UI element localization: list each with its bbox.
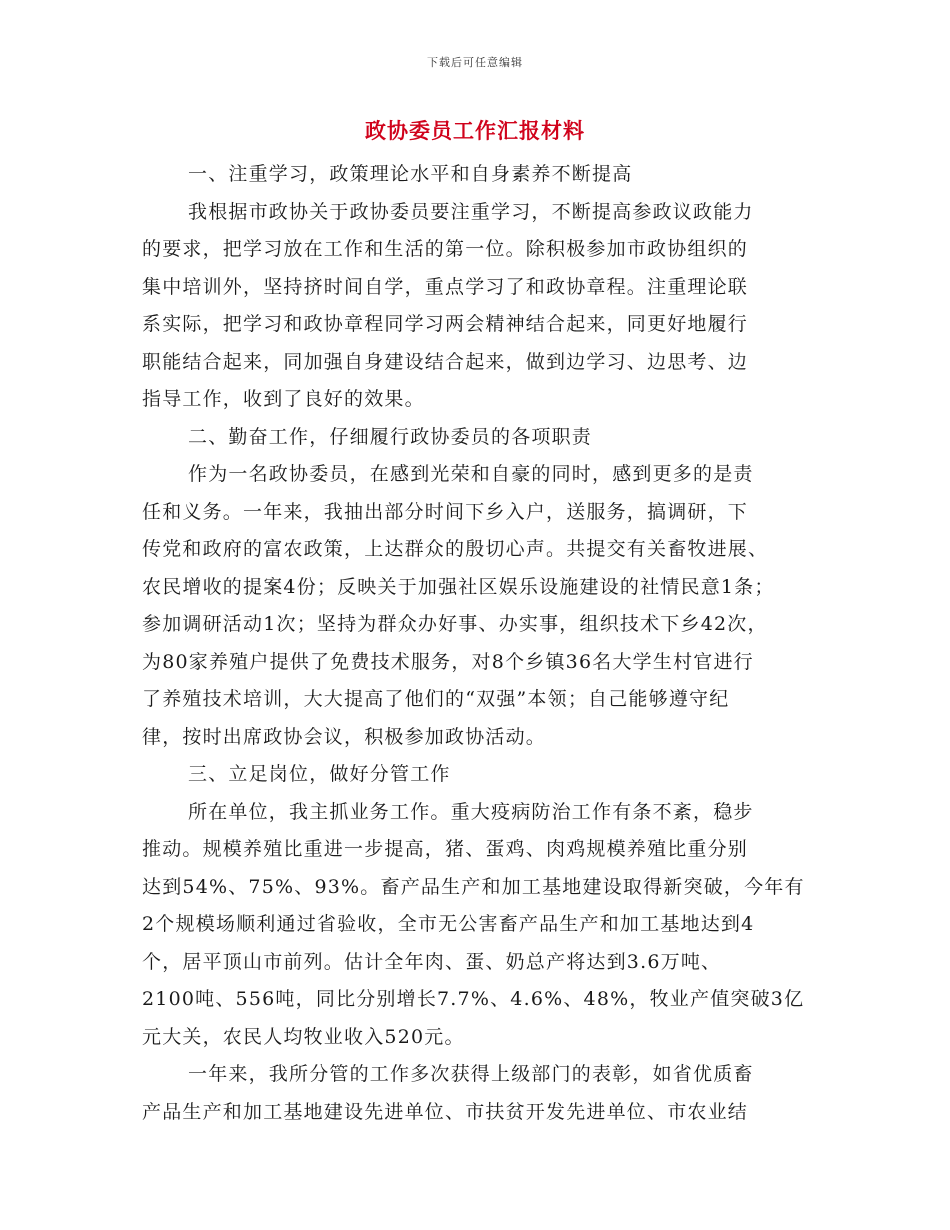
paragraph-line: 参加调研活动1次；坚持为群众办好事、办实事，组织技术下乡42次， — [142, 613, 768, 635]
paragraph-line: 为80家养殖户提供了免费技术服务，对8个乡镇36名大学生村官进行 — [142, 650, 754, 673]
paragraph-line: 农民增收的提案4份；反映关于加强社区娱乐设施建设的社情民意1条； — [142, 575, 775, 598]
section-heading-2: 二、勤奋工作，仔细履行政协委员的各项职责 — [188, 425, 593, 448]
paragraph-line: 所在单位，我主抓业务工作。重大疫病防治工作有条不紊，稳步 — [188, 800, 754, 823]
section-heading-1: 一、注重学习，政策理论水平和自身素养不断提高 — [188, 163, 633, 185]
paragraph-line: 集中培训外，坚持挤时间自学，重点学习了和政协章程。注重理论联 — [142, 275, 749, 298]
paragraph-line: 指导工作，收到了良好的效果。 — [142, 388, 425, 410]
header-note: 下载后可任意编辑 — [427, 56, 523, 69]
paragraph-line: 律，按时出席政协会议，积极参加政协活动。 — [142, 725, 547, 748]
document-title: 政协委员工作汇报材料 — [365, 118, 585, 143]
paragraph-line: 产品生产和加工基地建设先进单位、市扶贫开发先进单位、市农业结 — [142, 1100, 749, 1123]
paragraph-line: 职能结合起来，同加强自身建设结合起来，做到边学习、边思考、边 — [142, 350, 749, 373]
paragraph-line: 2个规模场顺利通过省验收，全市无公害畜产品生产和加工基地达到4 — [142, 913, 755, 935]
paragraph-line: 了养殖技术培训，大大提高了他们的“双强”本领；自己能够遵守纪 — [142, 688, 730, 710]
paragraph-line: 一年来，我所分管的工作多次获得上级部门的表彰，如省优质畜 — [188, 1063, 754, 1085]
paragraph-line: 2100吨、556吨，同比分别增长7.7%、4.6%、48%，牧业产值突破3亿 — [142, 988, 805, 1010]
paragraph-line: 作为一名政协委员，在感到光荣和自豪的同时，感到更多的是责 — [188, 463, 754, 485]
paragraph-line: 我根据市政协关于政协委员要注重学习，不断提高参政议政能力 — [188, 200, 754, 223]
paragraph-line: 传党和政府的富农政策，上达群众的殷切心声。共提交有关畜牧进展、 — [142, 538, 769, 560]
paragraph-line: 的要求，把学习放在工作和生活的第一位。除积极参加市政协组织的 — [142, 238, 749, 260]
paragraph-line: 系实际，把学习和政协章程同学习两会精神结合起来，同更好地履行 — [142, 313, 749, 335]
paragraph-line: 达到54%、75%、93%。畜产品生产和加工基地建设取得新突破，今年有 — [142, 875, 805, 898]
section-heading-3: 三、立足岗位，做好分管工作 — [188, 763, 451, 785]
paragraph-line: 个，居平顶山市前列。估计全年肉、蛋、奶总产将达到3.6万吨、 — [142, 950, 722, 973]
paragraph-line: 元大关，农民人均牧业收入520元。 — [142, 1025, 465, 1048]
paragraph-line: 推动。规模养殖比重进一步提高，猪、蛋鸡、肉鸡规模养殖比重分别 — [142, 838, 749, 860]
paragraph-line: 任和义务。一年来，我抽出部分时间下乡入户，送服务，搞调研，下 — [142, 500, 749, 523]
document-body — [142, 156, 810, 1131]
